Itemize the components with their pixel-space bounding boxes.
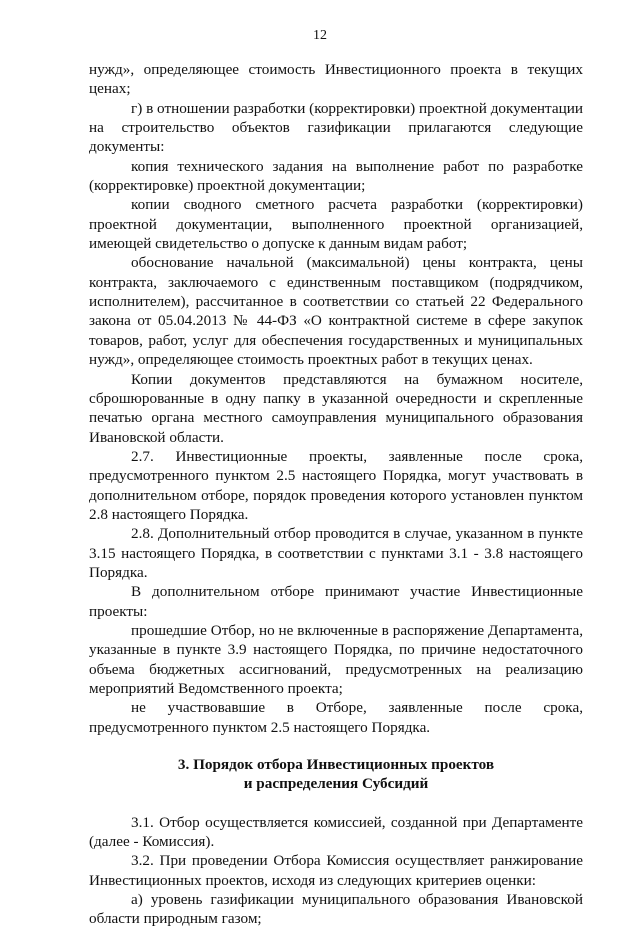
- paragraph-tech-task-copy: копия технического задания на выполнение работ по разработке (корректировке) проектной документации;: [89, 157, 583, 195]
- paragraph-item-g: г) в отношении разработки (корректировки) проектной документации на строительство объектов газификации прилагаются следующие документы:: [89, 99, 584, 156]
- paragraph-continuation: нужд», определяющее стоимость Инвестиционного проекта в текущих ценах;: [89, 61, 583, 98]
- paragraph-document-copies: Копии документов представляются на бумажном носителе, сброшюрованные в одну папку в указанной очередности и скрепленные печатью органа местного самоуправления муниципального образования Ивановской области.: [89, 370, 583, 446]
- paragraph-2-8: 2.8. Дополнительный отбор проводится в случае, указанном в пункте 3.15 настоящего Порядка, в соответствии с пунктами 3.1 - 3.8 настоящего Порядка.: [89, 525, 583, 581]
- document-body: [89, 60, 583, 929]
- spacer: [89, 794, 583, 813]
- paragraph-3-2: 3.2. При проведении Отбора Комиссия осуществляет ранжирование Инвестиционных проектов, исходя из следующих критериев оценки:: [89, 852, 583, 889]
- paragraph-3-1: 3.1. Отбор осуществляется комиссией, созданной при Департаменте (далее - Комиссия).: [89, 813, 583, 851]
- page-number: 12: [313, 28, 327, 43]
- paragraph-not-participated: не участвовавшие в Отборе, заявленные после срока, предусмотренного пунктом 2.5 настоящего Порядка.: [89, 699, 583, 736]
- paragraph-price-justification: обоснование начальной (максимальной) цены контракта, цены контракта, заключаемого с единственным поставщиком (подрядчиком, исполнителем), рассчитанное в соответствии со статьей 22 Федерального закона от 05.04.2013 № 44-ФЗ «О контрактной системе в сфере закупок товаров, работ, услуг для обеспечения государственных и муниципальных нужд», определяющее стоимость проектных работ в текущих ценах.: [89, 254, 583, 369]
- paragraph-2-7: 2.7. Инвестиционные проекты, заявленные после срока, предусмотренного пунктом 2.5 настоящего Порядка, могут участвовать в дополнительном отборе, порядок проведения которого установлен пунктом 2.8 настоящего Порядка.: [89, 447, 583, 523]
- section-heading-line-2: и распределения Субсидий: [243, 775, 429, 793]
- paragraph-estimate-copies: копии сводного сметного расчета разработки (корректировки) проектной документации, выполненного проектной организацией, имеющей свидетельство о допуске к данным видам работ;: [89, 196, 583, 253]
- paragraph-criterion-a: а) уровень газификации муниципального образования Ивановской области природным газом;: [89, 891, 583, 928]
- paragraph-passed-selection: прошедшие Отбор, но не включенные в распоряжение Департамента, указанные в пункте 3.9 настоящего Порядка, по причине недостаточного объема бюджетных ассигнований, предусмотренных на реализацию мероприятий Ведомственного проекта;: [89, 621, 583, 697]
- section-heading-line-1: 3. Порядок отбора Инвестиционных проектов: [177, 756, 495, 774]
- spacer: [89, 737, 583, 755]
- paragraph-additional-selection: В дополнительном отборе принимают участие Инвестиционные проекты:: [89, 583, 583, 620]
